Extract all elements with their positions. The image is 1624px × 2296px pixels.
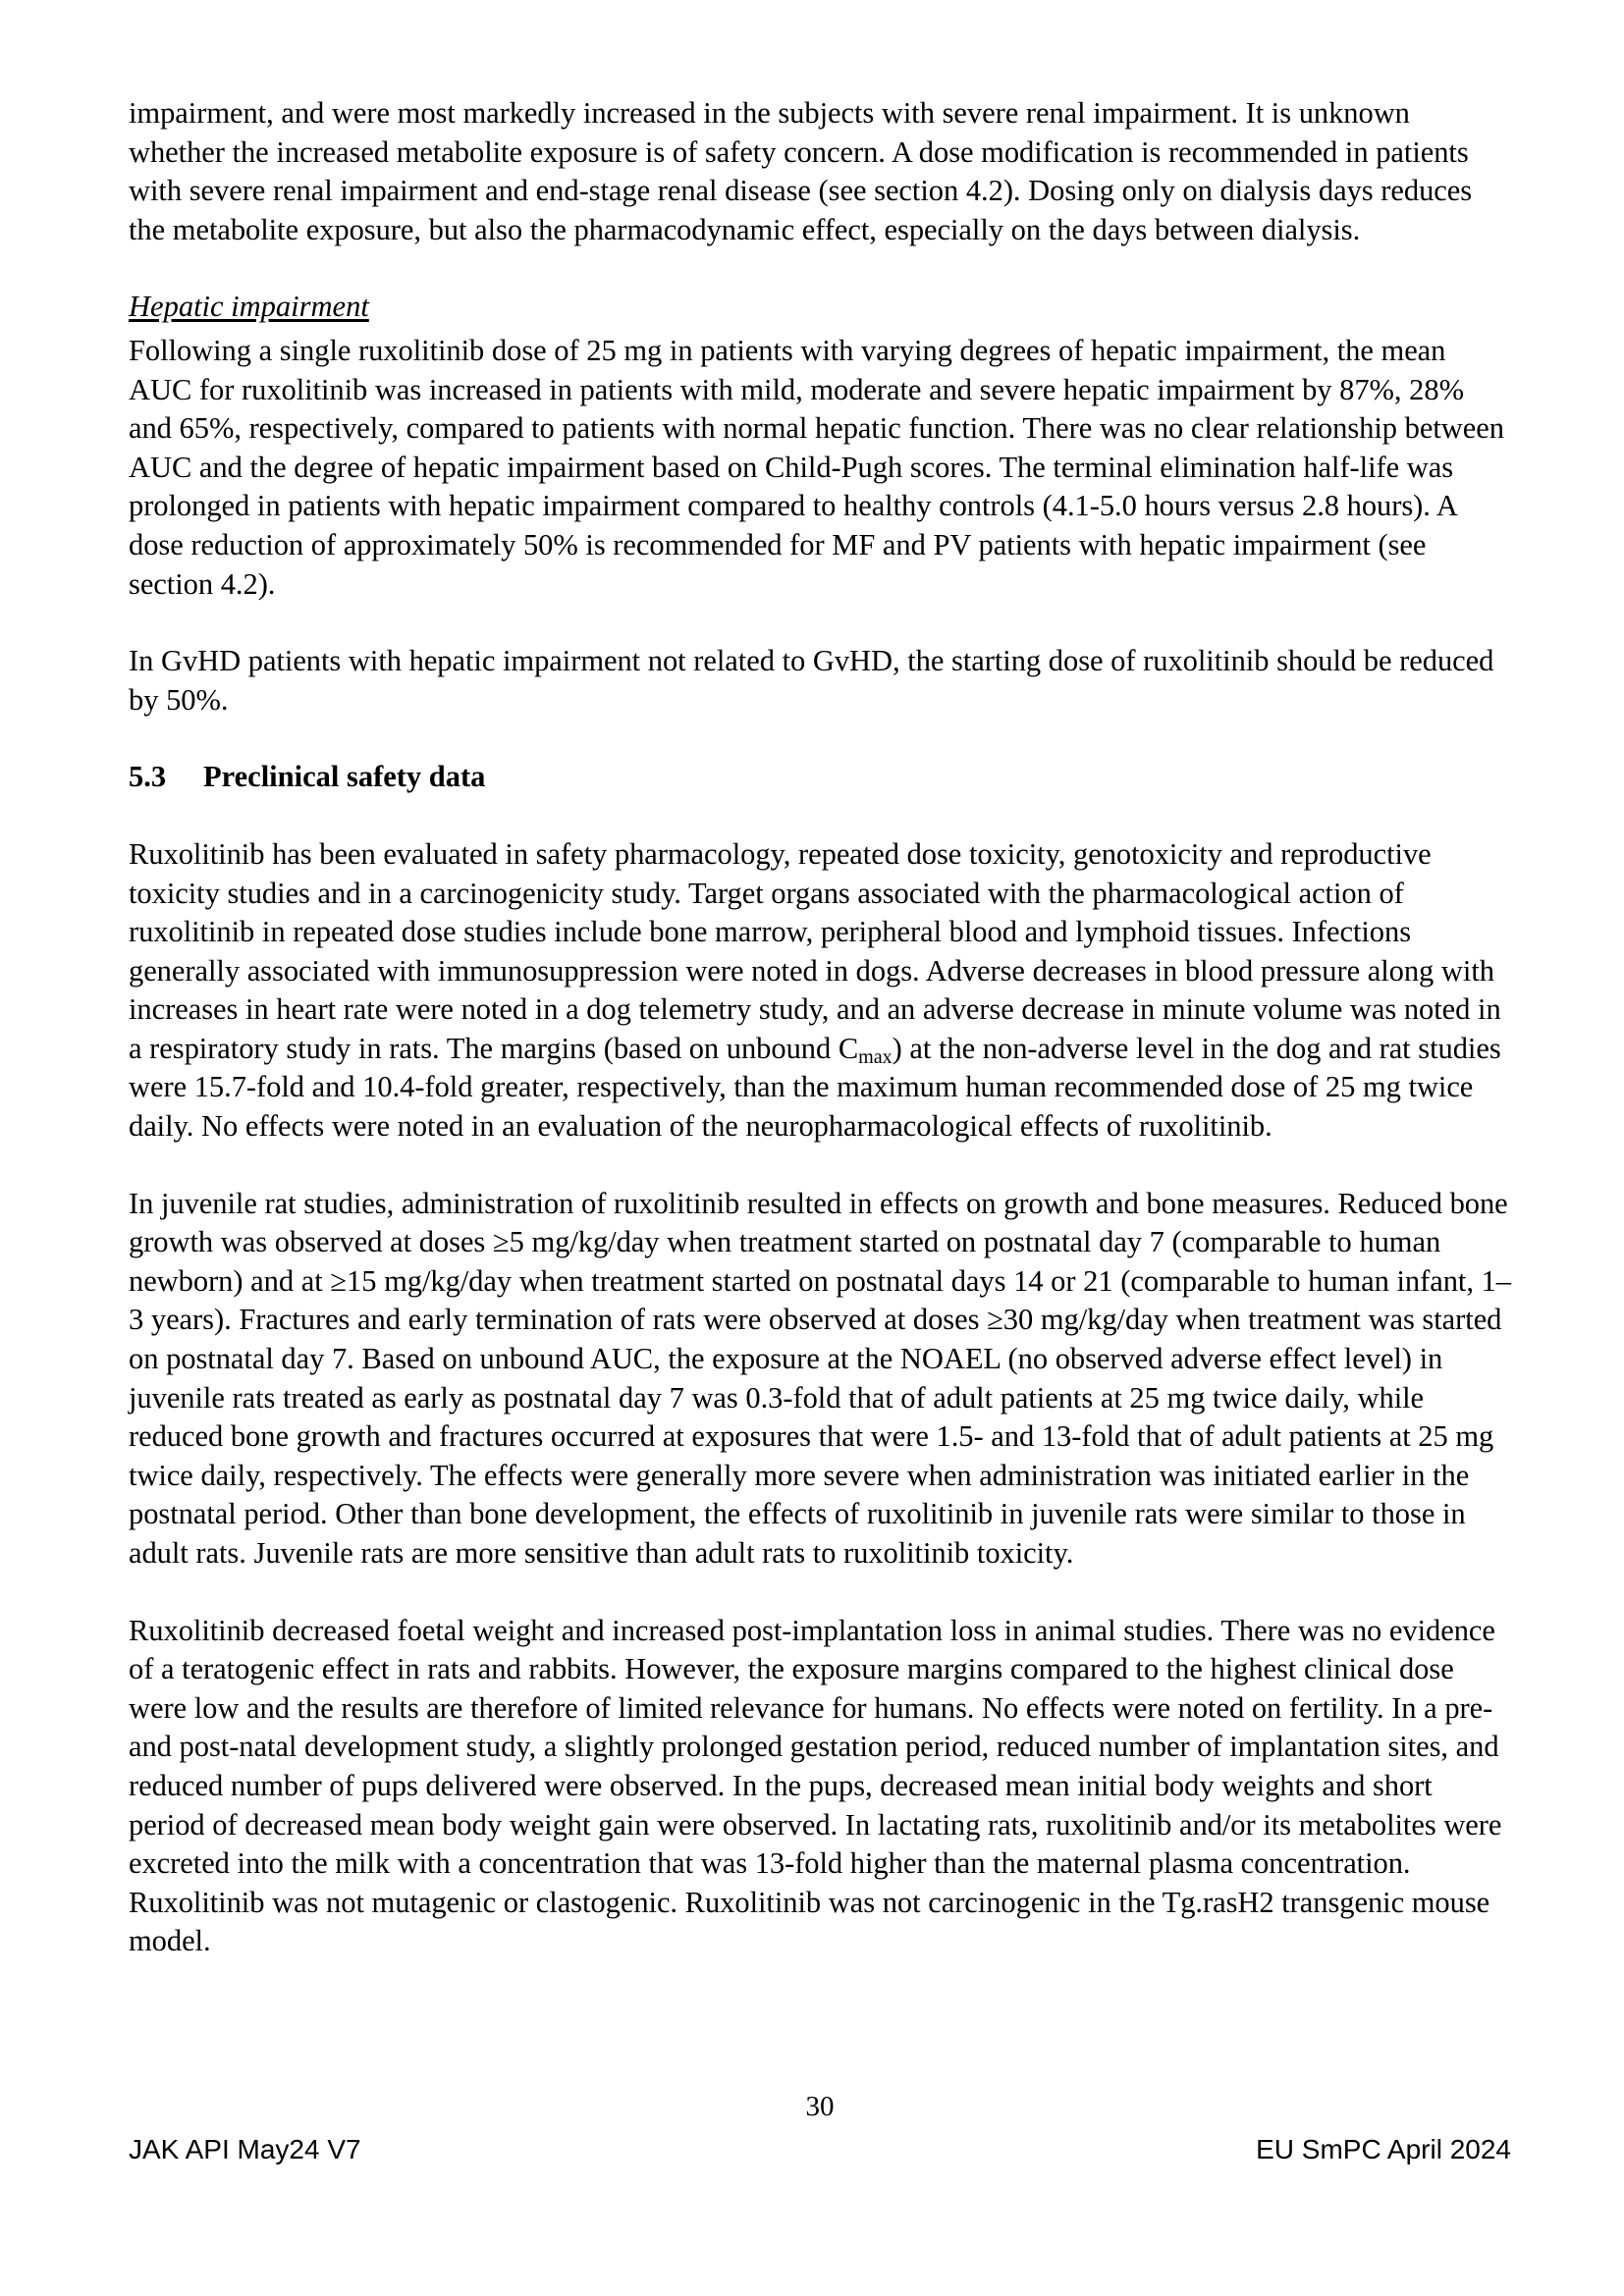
cmax-subscript: max [858,1045,893,1068]
page-number: 30 [805,2091,835,2122]
footer-left-text: JAK API May24 V7 [129,2134,361,2164]
paragraph-preclinical-part2: ) at the non-adverse level in the dog and rat studies were 15.7-fold and 10.4-fold greater, respectively, than the maximum human recommended dose of 25 mg twice daily. No effects were noted in an evaluation of the neuropharmacological effects of ruxolitinib. [129,1031,1501,1144]
section-number-5-3: 5.3 [129,760,167,794]
footer-right-text: EU SmPC April 2024 [1256,2134,1511,2164]
paragraph-foetal-reproductive-toxicity: Ruxolitinib decreased foetal weight and increased post-implantation loss in animal studies. There was no evidence of a teratogenic effect in rats and rabbits. However, the exposure margins compared to the highest clinical dose were low and the results are therefore of limited relevance for humans. No effects were noted on fertility. In a pre-and post-natal development study, a slightly prolonged gestation period, reduced number of implantation sites, and reduced number of pups delivered were observed. In the pups, decreased mean initial body weights and short period of decreased mean body weight gain were observed. In lactating rats, ruxolitinib and/or its metabolites were excreted into the milk with a concentration that was 13-fold higher than the maternal plasma concentration. Ruxolitinib was not mutagenic or clastogenic. Ruxolitinib was not carcinogenic in the Tg.rasH2 transgenic mouse model. [129,1613,1502,1958]
page-footer [129,2090,1511,2296]
page-content [129,94,1511,1961]
subheading-hepatic-impairment: Hepatic impairment [129,290,369,324]
subheading-hepatic-impairment-wrapper [129,288,1511,332]
paragraph-preclinical-part1: Ruxolitinib has been evaluated in safety pharmacology, repeated dose toxicity, genotoxicity and reproductive toxicity studies and in a carcinogenicity study. Target organs associated with the pharmacological action of ruxolitinib in repeated dose studies include bone marrow, peripheral blood and lymphoid tissues. Infections generally associated with immunosuppression were noted in dogs. Adverse decreases in blood pressure along with increases in heart rate were noted in a dog telemetry study, and an adverse decrease in minute volume was noted in a respiratory study in rats. The margins (based on unbound C [129,836,1501,1065]
section-title-5-3: Preclinical safety data [203,760,486,794]
paragraph-juvenile-rat-studies: In juvenile rat studies, administration of ruxolitinib resulted in effects on growth and bone measures. Reduced bone growth was observed at doses ≥5 mg/kg/day when treatment started on postnatal day 7 (comparable to human newborn) and at ≥15 mg/kg/day when treatment started on postnatal days 14 or 21 (comparable to human infant, 1–3 years). Fractures and early termination of rats were observed at doses ≥30 mg/kg/day when treatment was started on postnatal day 7. Based on unbound AUC, the exposure at the NOAEL (no observed adverse effect level) in juvenile rats treated as early as postnatal day 7 was 0.3-fold that of adult patients at 25 mg twice daily, while reduced bone growth and fractures occurred at exposures that were 1.5- and 13-fold that of adult patients at 25 mg twice daily, respectively. The effects were generally more severe when administration was initiated earlier in the postnatal period. Other than bone development, the effects of ruxolitinib in juvenile rats were similar to those in adult rats. Juvenile rats are more sensitive than adult rats to ruxolitinib toxicity. [129,1186,1511,1570]
paragraph-renal-impairment-continued: impairment, and were most markedly increased in the subjects with severe renal impairment. It is unknown whether the increased metabolite exposure is of safety concern. A dose modification is recommended in patients with severe renal impairment and end-stage renal disease (see section 4.2). Dosing only on dialysis days reduces the metabolite exposure, but also the pharmacodynamic effect, especially on the days between dialysis. [129,96,1473,246]
section-heading-5-3 [129,758,1511,797]
paragraph-hepatic-impairment: Following a single ruxolitinib dose of 25 mg in patients with varying degrees of hepatic impairment, the mean AUC for ruxolitinib was increased in patients with mild, moderate and severe hepatic impairment by 87%, 28% and 65%, respectively, compared to patients with normal hepatic function. There was no clear relationship between AUC and the degree of hepatic impairment based on Child-Pugh scores. The terminal elimination half-life was prolonged in patients with hepatic impairment compared to healthy controls (4.1-5.0 hours versus 2.8 hours). A dose reduction of approximately 50% is recommended for MF and PV patients with hepatic impairment (see section 4.2). [129,333,1504,601]
footer-row [129,2133,1511,2166]
paragraph-preclinical-overview [129,835,1511,1147]
paragraph-gvhd-hepatic-impairment: In GvHD patients with hepatic impairment not related to GvHD, the starting dose of ruxolitinib should be reduced by 50%. [129,644,1494,717]
